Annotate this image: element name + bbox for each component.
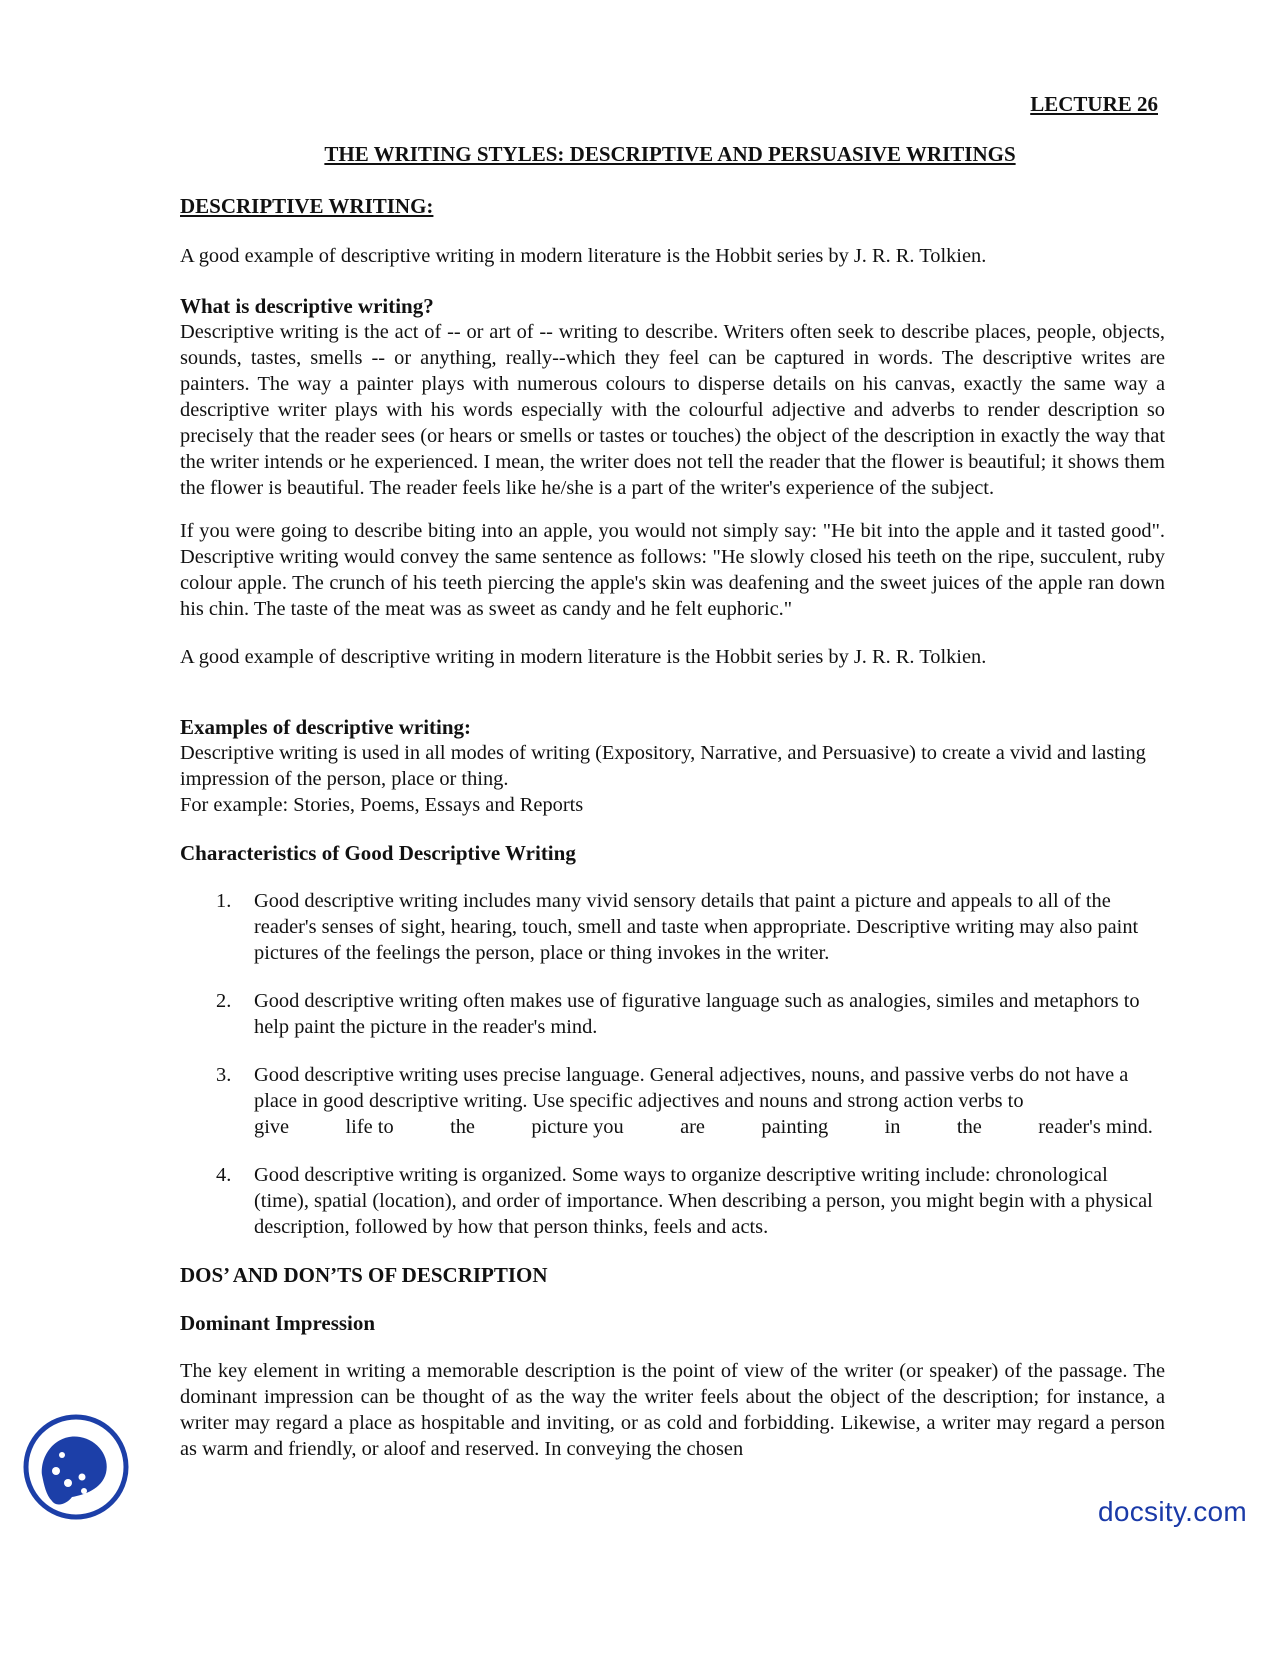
list-item-text: Good descriptive writing is organized. Some ways to organize descriptive writing include: chronological (time), spatial (location), and order of importance. When describing a person, you might begin with a physical description, followed by how that person thinks, feels and acts. bbox=[254, 1164, 1153, 1238]
characteristics-list bbox=[180, 888, 1165, 1240]
heading-dominant-impression: Dominant Impression bbox=[180, 1311, 376, 1335]
paragraph-tolkien-example: A good example of descriptive writing in modern literature is the Hobbit series by J. R. R. Tolkien. bbox=[180, 646, 987, 668]
spread-word: in bbox=[884, 1116, 901, 1138]
list-item bbox=[180, 888, 1165, 966]
intro-paragraph: A good example of descriptive writing in modern literature is the Hobbit series by J. R. R. Tolkien. bbox=[180, 245, 987, 267]
list-item-text: Good descriptive writing often makes use of figurative language such as analogies, similes and metaphors to help paint the picture in the reader's mind. bbox=[254, 990, 1140, 1038]
spread-word: life to bbox=[345, 1116, 394, 1138]
heading-dos-and-donts: DOS’ AND DON’TS OF DESCRIPTION bbox=[180, 1263, 548, 1287]
spread-word: the bbox=[450, 1116, 475, 1138]
list-item-number: 3. bbox=[216, 1064, 232, 1086]
lecture-number: LECTURE 26 bbox=[1030, 92, 1158, 116]
spread-word: reader's mind. bbox=[1038, 1116, 1153, 1138]
spread-word: picture you bbox=[531, 1116, 624, 1138]
paragraph-dominant-impression: The key element in writing a memorable description is the point of view of the writer (or speaker) of the passage. The dominant impression can be thought of as the way the writer feels about the object of the description; for instance, a writer may regard a place as hospitable and inviting, or as cold and forbidding. Likewise, a writer may regard a person as warm and friendly, or aloof and reserved. In conveying the chosen bbox=[180, 1360, 1165, 1460]
spread-word: are bbox=[680, 1116, 705, 1138]
list-item-text: Good descriptive writing uses precise language. General adjectives, nouns, and passive verbs do not have a place in good descriptive writing. Use specific adjectives and nouns and strong action verbs to bbox=[254, 1064, 1129, 1112]
heading-examples-of-descriptive-writing: Examples of descriptive writing: bbox=[180, 715, 472, 739]
section-heading-descriptive-writing: DESCRIPTIVE WRITING: bbox=[180, 194, 434, 218]
docsity-logo-icon bbox=[22, 1413, 130, 1521]
list-item bbox=[180, 1062, 1165, 1140]
list-item-spread-line bbox=[254, 1114, 1165, 1140]
heading-what-is-descriptive-writing: What is descriptive writing? bbox=[180, 294, 434, 318]
paragraph-example-line: For example: Stories, Poems, Essays and Reports bbox=[180, 794, 584, 816]
spread-word: give bbox=[254, 1116, 290, 1138]
paragraph-apple-example: If you were going to describe biting into an apple, you would not simply say: "He bit into the apple and it tasted good". Descriptive writing would convey the same sentence as follows: "He slowly closed his teeth on the ripe, succulent, ruby colour apple. The crunch of his teeth piercing the apple's skin was deafening and the sweet juices of the apple ran down his chin. The taste of the meat was as sweet as candy and he felt euphoric." bbox=[180, 520, 1165, 620]
paragraph-definition: Descriptive writing is the act of -- or art of -- writing to describe. Writers often seek to describe places, people, objects, sounds, tastes, smells -- or anything, really--which they feel can be captured in words. The descriptive writes are painters. The way a painter plays with numerous colours to disperse details on his canvas, exactly the same way a descriptive writer plays with his words especially with the colourful adjective and adverbs to render description so precisely that the reader sees (or hears or smells or tastes or touches) the object of the description in exactly the way that the writer intends or he experienced. I mean, the writer does not tell the reader that the flower is beautiful; it shows them the flower is beautiful. The reader feels like he/she is a part of the writer's experience of the subject. bbox=[180, 321, 1165, 499]
watermark-brand: docsity.com bbox=[1098, 1496, 1248, 1527]
heading-characteristics: Characteristics of Good Descriptive Writing bbox=[180, 841, 576, 865]
document-body bbox=[180, 193, 1165, 1462]
paragraph-examples: Descriptive writing is used in all modes of writing (Expository, Narrative, and Persuasive) to create a vivid and lasting impression of the person, place or thing. bbox=[180, 742, 1146, 790]
list-item-number: 4. bbox=[216, 1164, 232, 1186]
list-item-number: 1. bbox=[216, 890, 232, 912]
spread-word: painting bbox=[761, 1116, 829, 1138]
list-item-number: 2. bbox=[216, 990, 232, 1012]
document-title: THE WRITING STYLES: DESCRIPTIVE AND PERSUASIVE WRITINGS bbox=[324, 142, 1016, 166]
list-item bbox=[180, 988, 1165, 1040]
list-item bbox=[180, 1162, 1165, 1240]
list-item-text: Good descriptive writing includes many vivid sensory details that paint a picture and appeals to all of the reader's senses of sight, hearing, touch, smell and taste when appropriate. Descriptive writing may also paint pictures of the feelings the person, place or thing invokes in the writer. bbox=[254, 890, 1139, 964]
spread-word: the bbox=[956, 1116, 982, 1138]
